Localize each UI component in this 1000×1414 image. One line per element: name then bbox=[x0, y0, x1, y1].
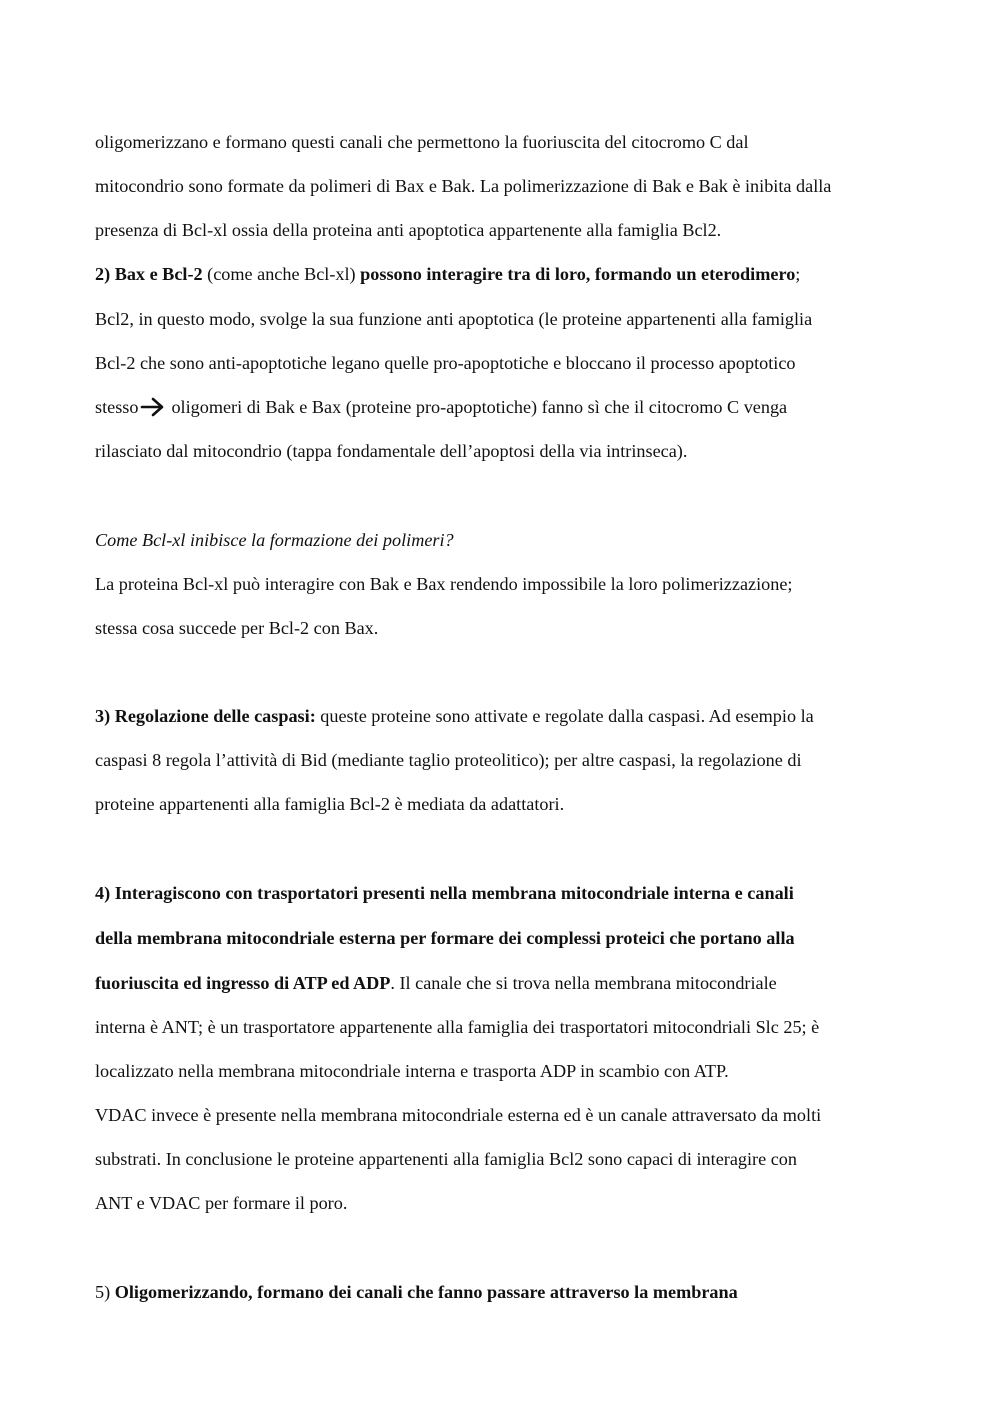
text-line bbox=[95, 1191, 347, 1215]
text-line bbox=[95, 218, 721, 242]
text-line bbox=[95, 174, 831, 198]
text-span: presenza di Bcl-xl ossia della proteina anti apoptotica appartenente alla famiglia Bcl2. bbox=[95, 220, 722, 240]
text-span: oligomeri di Bak e Bax (proteine pro-apoptotiche) fanno sì che il citocromo C venga bbox=[171, 397, 788, 417]
text-line bbox=[95, 704, 814, 728]
text-span: . Il canale che si trova nella membrana mitocondriale bbox=[390, 973, 777, 993]
text-span: stesso bbox=[95, 397, 139, 417]
text-line bbox=[95, 792, 564, 816]
text-span: ANT e VDAC per formare il poro. bbox=[95, 1193, 348, 1213]
text-span: mitocondrio sono formate da polimeri di Bax e Bak. La polimerizzazione di Bak e Bak è inibita dalla bbox=[95, 176, 832, 196]
text-line bbox=[95, 1015, 819, 1039]
text-span: localizzato nella membrana mitocondriale interna e trasporta ADP in scambio con ATP. bbox=[95, 1061, 729, 1081]
text-span: substrati. In conclusione le proteine appartenenti alla famiglia Bcl2 sono capaci di interagire con bbox=[95, 1149, 797, 1169]
arrow-right-icon bbox=[140, 397, 166, 423]
text-line bbox=[95, 748, 802, 772]
text-line bbox=[95, 971, 777, 995]
text-span: stessa cosa succede per Bcl-2 con Bax. bbox=[95, 618, 379, 638]
text-span: queste proteine sono attivate e regolate dalla caspasi. Ad esempio la bbox=[315, 706, 814, 726]
bold-heading: 2) Bax e Bcl-2 bbox=[95, 264, 203, 284]
bold-text: fuoriuscita ed ingresso di ATP ed ADP bbox=[95, 973, 391, 993]
bold-text: della membrana mitocondriale esterna per formare dei complessi proteici che portano alla bbox=[95, 928, 795, 948]
italic-question bbox=[95, 528, 454, 552]
text-line bbox=[95, 572, 792, 596]
text-span: interna è ANT; è un trasportatore appartenente alla famiglia dei trasportatori mitocondriali Slc 25; è bbox=[95, 1017, 820, 1037]
text-span: oligomerizzano e formano questi canali che permettono la fuoriuscita del citocromo C dal bbox=[95, 132, 749, 152]
text-line bbox=[95, 1147, 797, 1171]
text-span: (come anche Bcl-xl) bbox=[202, 264, 361, 284]
text-line bbox=[95, 616, 378, 640]
text-span: caspasi 8 regola l’attività di Bid (mediante taglio proteolitico); per altre caspasi, la regolazione di bbox=[95, 750, 802, 770]
text-span: 5) bbox=[95, 1282, 115, 1302]
text-line bbox=[95, 1059, 729, 1083]
text-line bbox=[95, 439, 687, 463]
bold-heading: 3) Regolazione delle caspasi: bbox=[95, 706, 316, 726]
text-line bbox=[95, 307, 812, 331]
text-span: rilasciato dal mitocondrio (tappa fondamentale dell’apoptosi della via intrinseca). bbox=[95, 441, 688, 461]
bold-text: 4) Interagiscono con trasportatori presenti nella membrana mitocondriale interna e canali bbox=[95, 883, 794, 903]
text-line bbox=[95, 1280, 738, 1304]
bold-text: possono interagire tra di loro, formando un eterodimero bbox=[360, 264, 796, 284]
text-line bbox=[95, 1103, 821, 1127]
text-span: Bcl-2 che sono anti-apoptotiche legano quelle pro-apoptotiche e bloccano il processo apoptotico bbox=[95, 353, 796, 373]
text-span: proteine appartenenti alla famiglia Bcl-2 è mediata da adattatori. bbox=[95, 794, 565, 814]
text-line bbox=[95, 262, 800, 286]
text-line bbox=[95, 395, 787, 423]
bold-text: Oligomerizzando, formano dei canali che fanno passare attraverso la membrana bbox=[114, 1282, 738, 1302]
text-span: Bcl2, in questo modo, svolge la sua funzione anti apoptotica (le proteine appartenenti alla famiglia bbox=[95, 309, 813, 329]
text-span: VDAC invece è presente nella membrana mitocondriale esterna ed è un canale attraversato da molti bbox=[95, 1105, 822, 1125]
text-line bbox=[95, 130, 749, 154]
text-line bbox=[95, 881, 794, 905]
text-line bbox=[95, 351, 796, 375]
text-span: Come Bcl-xl inibisce la formazione dei polimeri? bbox=[95, 530, 454, 550]
text-span: ; bbox=[795, 264, 801, 284]
text-line bbox=[95, 926, 795, 950]
text-span: La proteina Bcl-xl può interagire con Bak e Bax rendendo impossibile la loro polimerizzazione; bbox=[95, 574, 793, 594]
